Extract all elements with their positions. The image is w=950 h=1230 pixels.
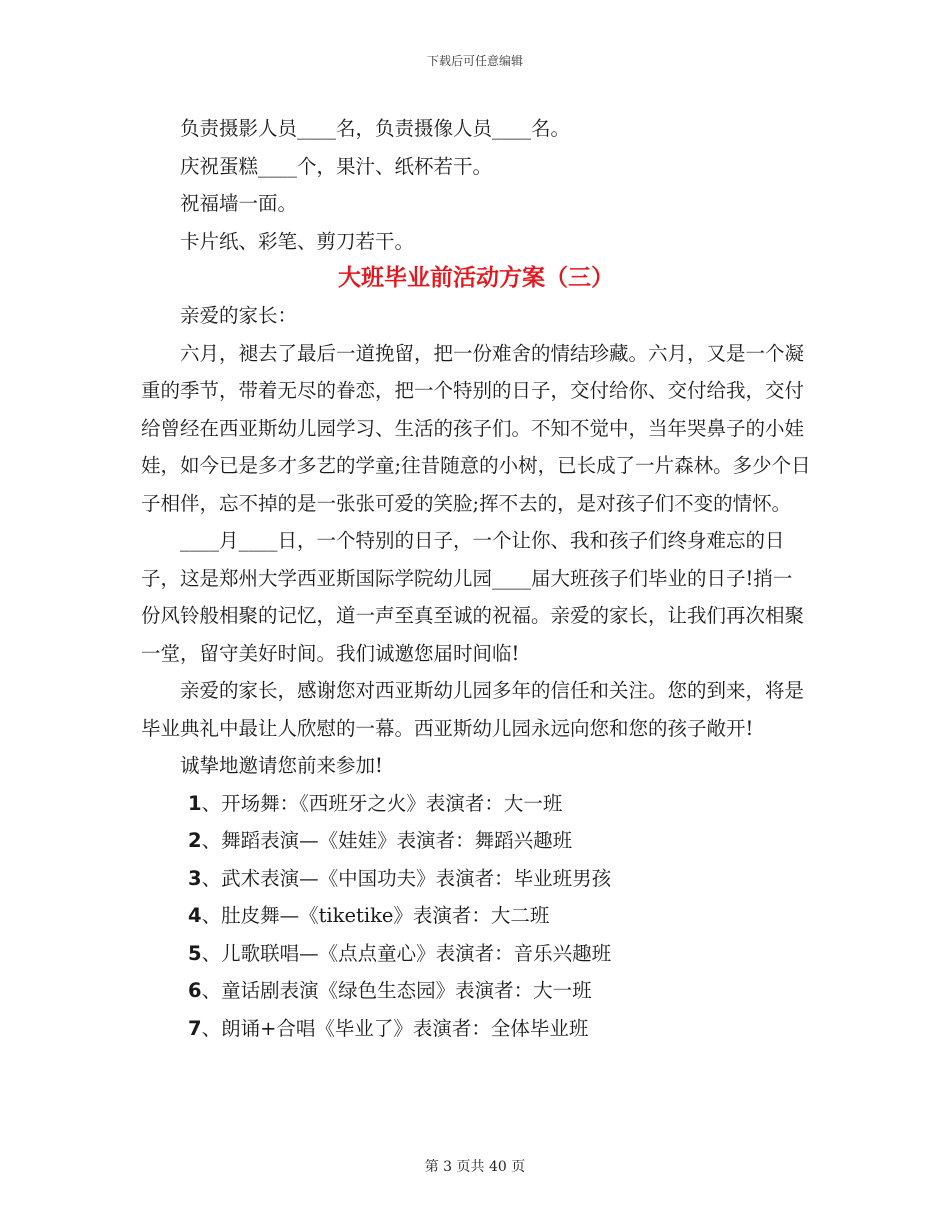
page-header-note: 下载后可任意编辑 <box>426 54 523 68</box>
program-item-text: 、肚皮舞—《tiketike》表演者：大二班 <box>201 904 550 927</box>
program-item <box>141 972 811 1010</box>
program-item-text: 、童话剧表演《绿色生态园》表演者：大一班 <box>201 979 592 1002</box>
program-item <box>141 935 811 973</box>
program-item-text: 、开场舞：《西班牙之火》表演者：大一班 <box>201 791 563 815</box>
intro-line: 负责摄影人员____名，负责摄像人员____名。 <box>180 117 571 140</box>
program-item <box>141 897 811 935</box>
section-title: 大班毕业前活动方案（三） <box>338 265 614 291</box>
program-item-number: 2 <box>188 829 202 852</box>
body-paragraph: 亲爱的家长，感谢您对西亚斯幼儿园多年的信任和关注。您的到来，将是毕业典礼中最让人欣慰的一幕。西亚斯幼儿园永远向您和您的孩子敞开! <box>141 679 805 740</box>
program-item <box>141 822 811 860</box>
program-item-number: 7 <box>188 1016 202 1040</box>
intro-line: 庆祝蛋糕____个，果汁、纸杯若干。 <box>180 154 493 178</box>
program-item <box>141 785 811 823</box>
intro-line: 卡片纸、彩笔、剪刀若干。 <box>180 229 415 253</box>
program-item <box>141 1010 811 1048</box>
program-item-number: 6 <box>188 979 202 1002</box>
program-item-text: 、武术表演—《中国功夫》表演者：毕业班男孩 <box>201 866 612 890</box>
program-item-number: 5 <box>188 941 202 965</box>
program-item-number: 4 <box>188 904 202 927</box>
program-item-text: 、儿歌联唱—《点点童心》表演者：音乐兴趣班 <box>201 941 612 965</box>
invitation-line: 诚挚地邀请您前来参加! <box>180 754 383 777</box>
program-item-number: 1 <box>188 791 202 815</box>
intro-line: 祝福墙一面。 <box>180 192 298 215</box>
page-number: 第 3 页共 40 页 <box>424 1159 526 1175</box>
body-paragraph: ____月____日，一个特别的日子，一个让你、我和孩子们终身难忘的日子，这是郑州大学西亚斯国际学院幼儿园____届大班孩子们毕业的日子!捎一份风铃般相聚的记忆，道一声至真至诚的祝福。亲爱的家长，让我们再次相聚一堂，留守美好时间。我们诚邀您届时间临! <box>141 529 805 665</box>
greeting: 亲爱的家长： <box>180 304 298 327</box>
document-body <box>141 110 811 1047</box>
program-item-number: 3 <box>188 866 202 890</box>
body-paragraph: 六月，褪去了最后一道挽留，把一份难舍的情结珍藏。六月，又是一个凝重的季节，带着无尽的眷恋，把一个特别的日子，交付给你、交付给我，交付给曾经在西亚斯幼儿园学习、生活的孩子们。不知不觉中，当年哭鼻子的小娃娃，如今已是多才多艺的学童;往昔随意的小树，已长成了一片森林。多少个日子相伴，忘不掉的是一张张可爱的笑脸;挥不去的，是对孩子们不变的情怀。 <box>141 341 811 515</box>
program-item-text: 、朗诵+合唱《毕业了》表演者：全体毕业班 <box>201 1016 589 1040</box>
program-item-text: 、舞蹈表演—《娃娃》表演者：舞蹈兴趣班 <box>201 829 573 852</box>
program-item <box>141 860 811 898</box>
